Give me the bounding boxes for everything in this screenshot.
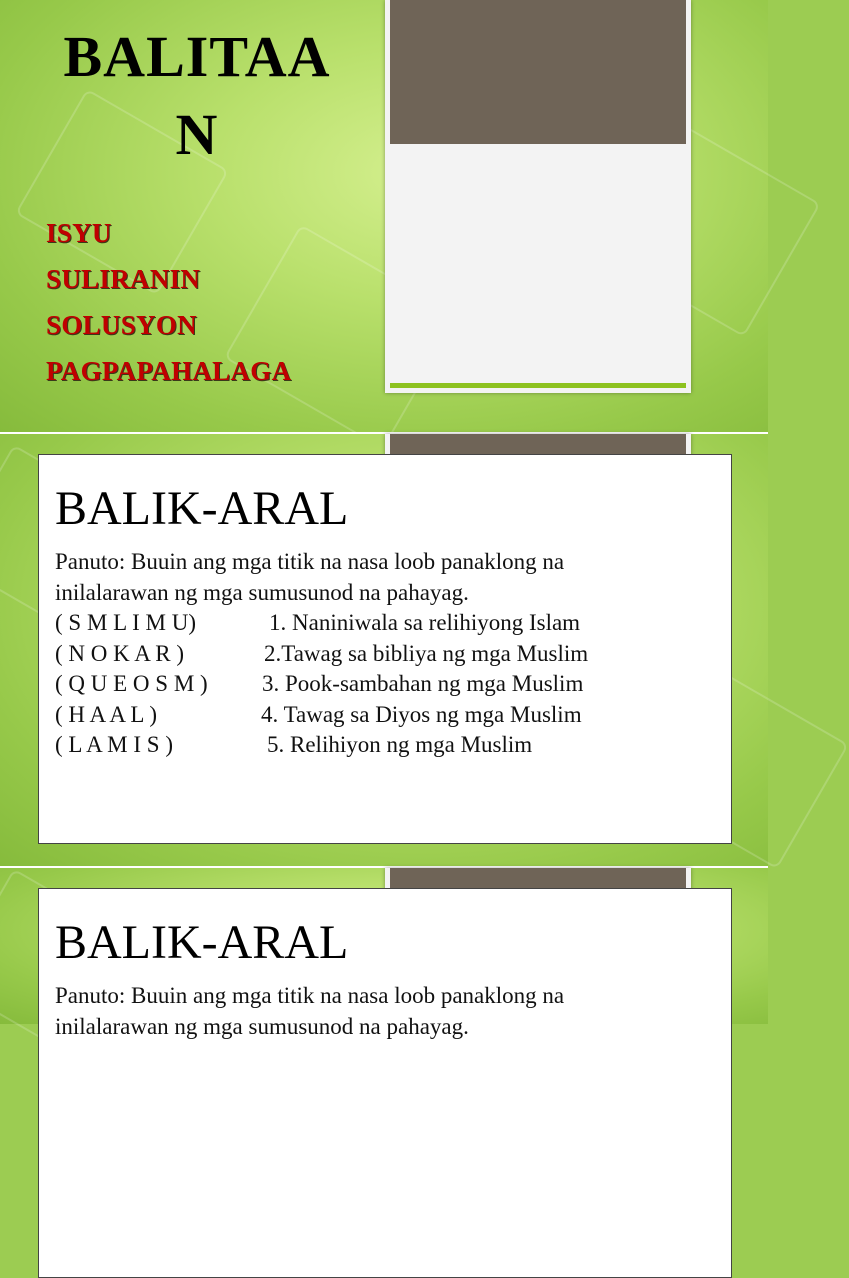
content-box xyxy=(38,888,732,1278)
item-description: 2.Tawag sa bibliya ng mga Muslim xyxy=(264,640,589,666)
content-title: BALIK-ARAL xyxy=(55,916,349,969)
topic-item: SOLUSYON xyxy=(46,310,197,340)
slide-balitaan[interactable] xyxy=(0,0,768,432)
quiz-item xyxy=(55,639,725,670)
item-description: 3. Pook-sambahan ng mga Muslim xyxy=(262,671,584,696)
scrambled-letters: ( S M L I M U) xyxy=(55,610,196,635)
topic-item: PAGPAPAHALAGA xyxy=(46,356,292,386)
content-body xyxy=(55,981,725,1042)
item-description: 5. Relihiyon ng mga Muslim xyxy=(267,732,533,757)
instruction-line xyxy=(55,1012,725,1043)
instruction-text: Panuto: Buuin ang mga titik na nasa loob panaklong na xyxy=(55,549,565,574)
slide-title-line1: BALITAA xyxy=(63,24,331,89)
slide-title-line2: N xyxy=(175,102,219,167)
quiz-item xyxy=(55,669,725,700)
topic-item: ISYU xyxy=(46,218,112,248)
scrambled-letters: ( N O K A R ) xyxy=(55,640,185,666)
scrambled-letters: ( L A M I S ) xyxy=(55,732,173,757)
instruction-text: Panuto: Buuin ang mga titik na nasa loob panaklong na xyxy=(55,983,565,1008)
instruction-text: inilalarawan ng mga sumusunod na pahayag. xyxy=(55,1013,469,1039)
quiz-item xyxy=(55,730,725,761)
slide-balik-aral-2[interactable] xyxy=(0,868,768,1039)
quiz-item xyxy=(55,700,725,731)
quiz-item xyxy=(55,608,725,639)
item-description: 4. Tawag sa Diyos ng mga Muslim xyxy=(261,701,582,727)
instruction-line xyxy=(55,578,725,609)
content-body xyxy=(55,547,725,761)
slide-balik-aral[interactable] xyxy=(0,434,768,866)
scrambled-letters: ( H A A L ) xyxy=(55,701,158,727)
topic-list xyxy=(46,210,291,394)
slide-title xyxy=(52,18,342,174)
content-title: BALIK-ARAL xyxy=(55,482,349,535)
content-box xyxy=(38,454,732,844)
instruction-line xyxy=(55,981,725,1012)
scrambled-letters: ( Q U E O S M ) xyxy=(55,671,208,696)
instruction-text: inilalarawan ng mga sumusunod na pahayag. xyxy=(55,579,469,605)
photo-placeholder-card xyxy=(385,0,691,393)
accent-line xyxy=(390,383,686,388)
item-description: 1. Naniniwala sa relihiyong Islam xyxy=(269,610,581,635)
instruction-line xyxy=(55,547,725,578)
photo-placeholder xyxy=(390,0,686,144)
topic-item: SULIRANIN xyxy=(46,264,201,294)
